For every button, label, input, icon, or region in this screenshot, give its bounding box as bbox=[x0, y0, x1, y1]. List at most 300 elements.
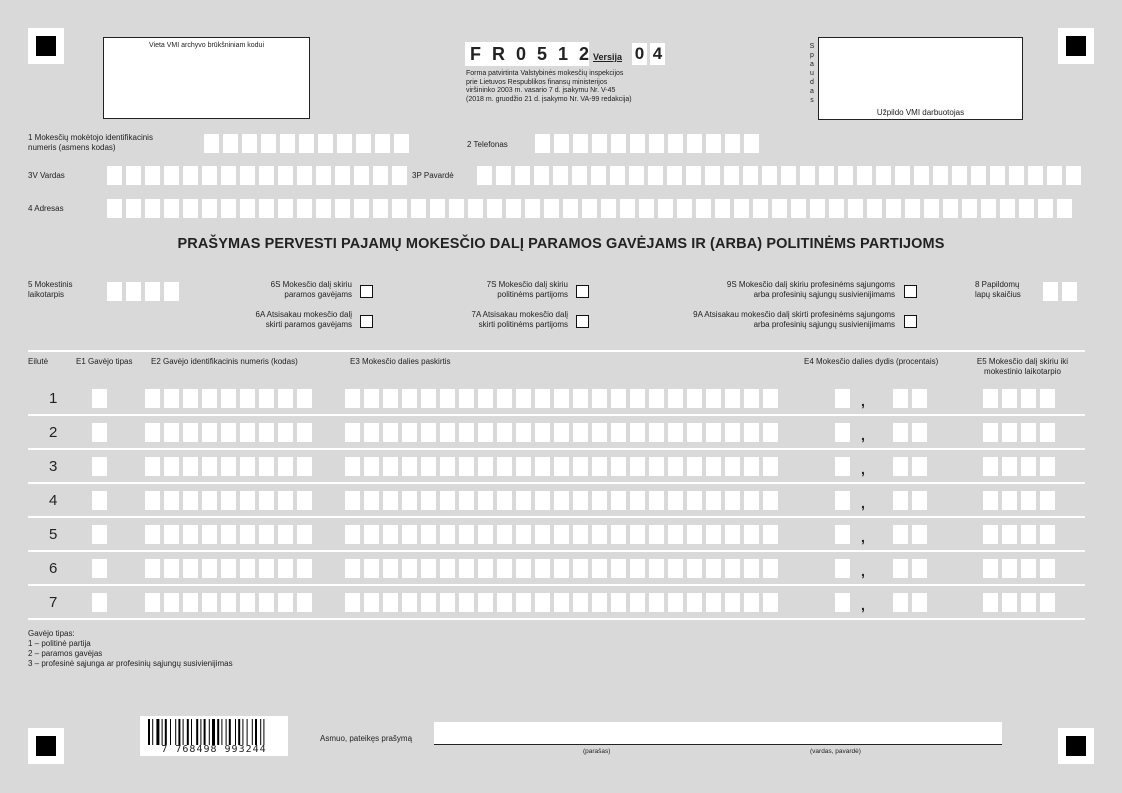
input-cell[interactable] bbox=[240, 525, 255, 544]
input-cell[interactable] bbox=[164, 491, 179, 510]
input-cell[interactable] bbox=[487, 199, 502, 218]
input-cell[interactable] bbox=[630, 491, 645, 510]
input-cell[interactable] bbox=[687, 457, 702, 476]
input-cell[interactable] bbox=[335, 199, 350, 218]
input-cell[interactable] bbox=[781, 166, 796, 185]
purpose-input[interactable] bbox=[345, 423, 778, 442]
input-cell[interactable] bbox=[630, 134, 645, 153]
input-cell[interactable] bbox=[535, 423, 550, 442]
input-cell[interactable] bbox=[278, 525, 293, 544]
last-name-input[interactable] bbox=[477, 166, 1081, 185]
input-cell[interactable] bbox=[240, 166, 255, 185]
input-cell[interactable] bbox=[573, 423, 588, 442]
input-cell[interactable] bbox=[297, 559, 312, 578]
input-cell[interactable] bbox=[383, 559, 398, 578]
input-cell[interactable] bbox=[392, 199, 407, 218]
input-cell[interactable] bbox=[649, 423, 664, 442]
input-cell[interactable] bbox=[164, 525, 179, 544]
input-cell[interactable] bbox=[421, 457, 436, 476]
input-cell[interactable] bbox=[516, 525, 531, 544]
input-cell[interactable] bbox=[573, 457, 588, 476]
recipient-type-input[interactable] bbox=[92, 593, 107, 612]
input-cell[interactable] bbox=[221, 423, 236, 442]
input-cell[interactable] bbox=[373, 199, 388, 218]
recipient-type-input[interactable] bbox=[92, 457, 107, 476]
input-cell[interactable] bbox=[373, 166, 388, 185]
input-cell[interactable] bbox=[145, 525, 160, 544]
input-cell[interactable] bbox=[611, 593, 626, 612]
input-cell[interactable] bbox=[126, 199, 141, 218]
percent-integer-input[interactable] bbox=[835, 423, 850, 442]
input-cell[interactable] bbox=[649, 491, 664, 510]
input-cell[interactable] bbox=[725, 389, 740, 408]
input-cell[interactable] bbox=[744, 134, 759, 153]
recipient-id-input[interactable] bbox=[145, 457, 312, 476]
input-cell[interactable] bbox=[1040, 457, 1055, 476]
input-cell[interactable] bbox=[364, 491, 379, 510]
input-cell[interactable] bbox=[459, 457, 474, 476]
input-cell[interactable] bbox=[297, 389, 312, 408]
input-cell[interactable] bbox=[183, 491, 198, 510]
input-cell[interactable] bbox=[772, 199, 787, 218]
input-cell[interactable] bbox=[535, 491, 550, 510]
input-cell[interactable] bbox=[763, 389, 778, 408]
input-cell[interactable] bbox=[990, 166, 1005, 185]
input-cell[interactable] bbox=[668, 593, 683, 612]
input-cell[interactable] bbox=[459, 593, 474, 612]
input-cell[interactable] bbox=[753, 199, 768, 218]
input-cell[interactable] bbox=[592, 559, 607, 578]
input-cell[interactable] bbox=[278, 593, 293, 612]
input-cell[interactable] bbox=[259, 593, 274, 612]
input-cell[interactable] bbox=[221, 491, 236, 510]
input-cell[interactable] bbox=[440, 593, 455, 612]
recipient-id-input[interactable] bbox=[145, 593, 312, 612]
input-cell[interactable] bbox=[297, 166, 312, 185]
input-cell[interactable] bbox=[763, 593, 778, 612]
input-cell[interactable] bbox=[516, 457, 531, 476]
input-cell[interactable] bbox=[800, 166, 815, 185]
input-cell[interactable] bbox=[316, 199, 331, 218]
input-cell[interactable] bbox=[554, 491, 569, 510]
input-cell[interactable] bbox=[92, 423, 107, 442]
input-cell[interactable] bbox=[648, 166, 663, 185]
option-7a-checkbox[interactable] bbox=[576, 315, 589, 328]
input-cell[interactable] bbox=[535, 457, 550, 476]
input-cell[interactable] bbox=[1040, 525, 1055, 544]
input-cell[interactable] bbox=[402, 593, 417, 612]
input-cell[interactable] bbox=[981, 199, 996, 218]
input-cell[interactable] bbox=[630, 525, 645, 544]
input-cell[interactable] bbox=[337, 134, 352, 153]
input-cell[interactable] bbox=[554, 423, 569, 442]
input-cell[interactable] bbox=[364, 457, 379, 476]
recipient-type-input[interactable] bbox=[92, 559, 107, 578]
input-cell[interactable] bbox=[952, 166, 967, 185]
input-cell[interactable] bbox=[835, 491, 850, 510]
input-cell[interactable] bbox=[459, 389, 474, 408]
input-cell[interactable] bbox=[478, 491, 493, 510]
input-cell[interactable] bbox=[525, 199, 540, 218]
input-cell[interactable] bbox=[668, 525, 683, 544]
input-cell[interactable] bbox=[886, 199, 901, 218]
input-cell[interactable] bbox=[259, 559, 274, 578]
input-cell[interactable] bbox=[893, 491, 908, 510]
input-cell[interactable] bbox=[516, 491, 531, 510]
input-cell[interactable] bbox=[563, 199, 578, 218]
input-cell[interactable] bbox=[912, 423, 927, 442]
input-cell[interactable] bbox=[402, 389, 417, 408]
input-cell[interactable] bbox=[1021, 457, 1036, 476]
option-9s-checkbox[interactable] bbox=[904, 285, 917, 298]
input-cell[interactable] bbox=[261, 134, 276, 153]
input-cell[interactable] bbox=[687, 389, 702, 408]
input-cell[interactable] bbox=[1002, 457, 1017, 476]
input-cell[interactable] bbox=[421, 593, 436, 612]
input-cell[interactable] bbox=[763, 559, 778, 578]
input-cell[interactable] bbox=[221, 199, 236, 218]
phone-input[interactable] bbox=[535, 134, 759, 153]
input-cell[interactable] bbox=[364, 559, 379, 578]
input-cell[interactable] bbox=[835, 559, 850, 578]
input-cell[interactable] bbox=[1021, 559, 1036, 578]
input-cell[interactable] bbox=[706, 389, 721, 408]
input-cell[interactable] bbox=[145, 559, 160, 578]
input-cell[interactable] bbox=[592, 389, 607, 408]
input-cell[interactable] bbox=[145, 282, 160, 301]
input-cell[interactable] bbox=[639, 199, 654, 218]
input-cell[interactable] bbox=[478, 457, 493, 476]
input-cell[interactable] bbox=[763, 525, 778, 544]
percent-decimal-input[interactable] bbox=[893, 593, 927, 612]
input-cell[interactable] bbox=[183, 457, 198, 476]
input-cell[interactable] bbox=[677, 199, 692, 218]
input-cell[interactable] bbox=[573, 491, 588, 510]
input-cell[interactable] bbox=[297, 525, 312, 544]
input-cell[interactable] bbox=[1002, 559, 1017, 578]
input-cell[interactable] bbox=[912, 559, 927, 578]
input-cell[interactable] bbox=[667, 166, 682, 185]
input-cell[interactable] bbox=[345, 559, 360, 578]
input-cell[interactable] bbox=[706, 457, 721, 476]
input-cell[interactable] bbox=[649, 134, 664, 153]
recipient-id-input[interactable] bbox=[145, 423, 312, 442]
tax-period-input[interactable] bbox=[107, 282, 179, 301]
input-cell[interactable] bbox=[221, 593, 236, 612]
until-period-input[interactable] bbox=[983, 525, 1055, 544]
input-cell[interactable] bbox=[459, 491, 474, 510]
input-cell[interactable] bbox=[554, 525, 569, 544]
input-cell[interactable] bbox=[440, 491, 455, 510]
input-cell[interactable] bbox=[345, 457, 360, 476]
input-cell[interactable] bbox=[668, 559, 683, 578]
input-cell[interactable] bbox=[744, 491, 759, 510]
input-cell[interactable] bbox=[744, 457, 759, 476]
input-cell[interactable] bbox=[278, 166, 293, 185]
input-cell[interactable] bbox=[1040, 559, 1055, 578]
input-cell[interactable] bbox=[905, 199, 920, 218]
input-cell[interactable] bbox=[383, 491, 398, 510]
input-cell[interactable] bbox=[402, 491, 417, 510]
input-cell[interactable] bbox=[724, 166, 739, 185]
input-cell[interactable] bbox=[725, 423, 740, 442]
input-cell[interactable] bbox=[516, 423, 531, 442]
input-cell[interactable] bbox=[1040, 389, 1055, 408]
input-cell[interactable] bbox=[744, 423, 759, 442]
input-cell[interactable] bbox=[893, 559, 908, 578]
input-cell[interactable] bbox=[202, 593, 217, 612]
input-cell[interactable] bbox=[202, 166, 217, 185]
input-cell[interactable] bbox=[924, 199, 939, 218]
input-cell[interactable] bbox=[912, 457, 927, 476]
input-cell[interactable] bbox=[687, 559, 702, 578]
percent-decimal-input[interactable] bbox=[893, 559, 927, 578]
input-cell[interactable] bbox=[1021, 525, 1036, 544]
input-cell[interactable] bbox=[573, 389, 588, 408]
input-cell[interactable] bbox=[354, 199, 369, 218]
input-cell[interactable] bbox=[297, 199, 312, 218]
input-cell[interactable] bbox=[516, 593, 531, 612]
input-cell[interactable] bbox=[107, 199, 122, 218]
input-cell[interactable] bbox=[164, 389, 179, 408]
input-cell[interactable] bbox=[345, 389, 360, 408]
input-cell[interactable] bbox=[535, 593, 550, 612]
input-cell[interactable] bbox=[1057, 199, 1072, 218]
input-cell[interactable] bbox=[819, 166, 834, 185]
input-cell[interactable] bbox=[383, 457, 398, 476]
input-cell[interactable] bbox=[278, 457, 293, 476]
input-cell[interactable] bbox=[478, 525, 493, 544]
input-cell[interactable] bbox=[1040, 491, 1055, 510]
until-period-input[interactable] bbox=[983, 559, 1055, 578]
input-cell[interactable] bbox=[240, 559, 255, 578]
input-cell[interactable] bbox=[668, 134, 683, 153]
input-cell[interactable] bbox=[867, 199, 882, 218]
input-cell[interactable] bbox=[893, 389, 908, 408]
first-name-input[interactable] bbox=[107, 166, 407, 185]
input-cell[interactable] bbox=[297, 593, 312, 612]
input-cell[interactable] bbox=[649, 559, 664, 578]
input-cell[interactable] bbox=[554, 457, 569, 476]
input-cell[interactable] bbox=[92, 559, 107, 578]
input-cell[interactable] bbox=[943, 199, 958, 218]
option-9a-checkbox[interactable] bbox=[904, 315, 917, 328]
input-cell[interactable] bbox=[592, 593, 607, 612]
input-cell[interactable] bbox=[516, 389, 531, 408]
input-cell[interactable] bbox=[535, 559, 550, 578]
input-cell[interactable] bbox=[649, 389, 664, 408]
input-cell[interactable] bbox=[364, 423, 379, 442]
input-cell[interactable] bbox=[534, 166, 549, 185]
input-cell[interactable] bbox=[107, 166, 122, 185]
input-cell[interactable] bbox=[835, 423, 850, 442]
input-cell[interactable] bbox=[535, 525, 550, 544]
input-cell[interactable] bbox=[421, 525, 436, 544]
purpose-input[interactable] bbox=[345, 559, 778, 578]
input-cell[interactable] bbox=[857, 166, 872, 185]
input-cell[interactable] bbox=[725, 134, 740, 153]
input-cell[interactable] bbox=[145, 593, 160, 612]
recipient-id-input[interactable] bbox=[145, 389, 312, 408]
recipient-id-input[interactable] bbox=[145, 491, 312, 510]
input-cell[interactable] bbox=[971, 166, 986, 185]
input-cell[interactable] bbox=[725, 457, 740, 476]
option-6s-checkbox[interactable] bbox=[360, 285, 373, 298]
input-cell[interactable] bbox=[630, 457, 645, 476]
input-cell[interactable] bbox=[402, 423, 417, 442]
input-cell[interactable] bbox=[912, 389, 927, 408]
input-cell[interactable] bbox=[126, 166, 141, 185]
input-cell[interactable] bbox=[914, 166, 929, 185]
input-cell[interactable] bbox=[440, 559, 455, 578]
input-cell[interactable] bbox=[354, 166, 369, 185]
input-cell[interactable] bbox=[278, 423, 293, 442]
input-cell[interactable] bbox=[876, 166, 891, 185]
input-cell[interactable] bbox=[345, 423, 360, 442]
input-cell[interactable] bbox=[204, 134, 219, 153]
input-cell[interactable] bbox=[278, 559, 293, 578]
input-cell[interactable] bbox=[496, 166, 511, 185]
input-cell[interactable] bbox=[706, 134, 721, 153]
input-cell[interactable] bbox=[687, 491, 702, 510]
input-cell[interactable] bbox=[649, 525, 664, 544]
input-cell[interactable] bbox=[183, 423, 198, 442]
input-cell[interactable] bbox=[145, 491, 160, 510]
input-cell[interactable] bbox=[299, 134, 314, 153]
option-6a-checkbox[interactable] bbox=[360, 315, 373, 328]
until-period-input[interactable] bbox=[983, 423, 1055, 442]
input-cell[interactable] bbox=[468, 199, 483, 218]
input-cell[interactable] bbox=[1040, 423, 1055, 442]
input-cell[interactable] bbox=[554, 559, 569, 578]
input-cell[interactable] bbox=[164, 282, 179, 301]
input-cell[interactable] bbox=[478, 389, 493, 408]
recipient-id-input[interactable] bbox=[145, 525, 312, 544]
input-cell[interactable] bbox=[668, 491, 683, 510]
input-cell[interactable] bbox=[591, 166, 606, 185]
percent-integer-input[interactable] bbox=[835, 559, 850, 578]
input-cell[interactable] bbox=[506, 199, 521, 218]
input-cell[interactable] bbox=[649, 593, 664, 612]
input-cell[interactable] bbox=[183, 199, 198, 218]
input-cell[interactable] bbox=[240, 593, 255, 612]
until-period-input[interactable] bbox=[983, 389, 1055, 408]
input-cell[interactable] bbox=[145, 199, 160, 218]
purpose-input[interactable] bbox=[345, 491, 778, 510]
input-cell[interactable] bbox=[573, 525, 588, 544]
input-cell[interactable] bbox=[762, 166, 777, 185]
input-cell[interactable] bbox=[1002, 491, 1017, 510]
input-cell[interactable] bbox=[240, 457, 255, 476]
input-cell[interactable] bbox=[459, 423, 474, 442]
input-cell[interactable] bbox=[1062, 282, 1077, 301]
input-cell[interactable] bbox=[1002, 593, 1017, 612]
input-cell[interactable] bbox=[516, 559, 531, 578]
input-cell[interactable] bbox=[835, 525, 850, 544]
input-cell[interactable] bbox=[183, 389, 198, 408]
input-cell[interactable] bbox=[430, 199, 445, 218]
input-cell[interactable] bbox=[497, 593, 512, 612]
input-cell[interactable] bbox=[554, 134, 569, 153]
input-cell[interactable] bbox=[477, 166, 492, 185]
input-cell[interactable] bbox=[1038, 199, 1053, 218]
input-cell[interactable] bbox=[345, 491, 360, 510]
input-cell[interactable] bbox=[221, 457, 236, 476]
input-cell[interactable] bbox=[478, 593, 493, 612]
input-cell[interactable] bbox=[92, 593, 107, 612]
input-cell[interactable] bbox=[601, 199, 616, 218]
input-cell[interactable] bbox=[835, 457, 850, 476]
input-cell[interactable] bbox=[668, 389, 683, 408]
input-cell[interactable] bbox=[202, 199, 217, 218]
input-cell[interactable] bbox=[1021, 491, 1036, 510]
input-cell[interactable] bbox=[611, 559, 626, 578]
input-cell[interactable] bbox=[630, 559, 645, 578]
input-cell[interactable] bbox=[375, 134, 390, 153]
input-cell[interactable] bbox=[706, 525, 721, 544]
input-cell[interactable] bbox=[1047, 166, 1062, 185]
input-cell[interactable] bbox=[364, 389, 379, 408]
until-period-input[interactable] bbox=[983, 491, 1055, 510]
input-cell[interactable] bbox=[620, 199, 635, 218]
until-period-input[interactable] bbox=[983, 593, 1055, 612]
input-cell[interactable] bbox=[744, 559, 759, 578]
input-cell[interactable] bbox=[364, 593, 379, 612]
input-cell[interactable] bbox=[345, 593, 360, 612]
input-cell[interactable] bbox=[383, 389, 398, 408]
input-cell[interactable] bbox=[459, 559, 474, 578]
input-cell[interactable] bbox=[893, 423, 908, 442]
input-cell[interactable] bbox=[202, 491, 217, 510]
input-cell[interactable] bbox=[1066, 166, 1081, 185]
input-cell[interactable] bbox=[725, 593, 740, 612]
input-cell[interactable] bbox=[515, 166, 530, 185]
input-cell[interactable] bbox=[383, 525, 398, 544]
input-cell[interactable] bbox=[1028, 166, 1043, 185]
input-cell[interactable] bbox=[835, 389, 850, 408]
input-cell[interactable] bbox=[202, 389, 217, 408]
input-cell[interactable] bbox=[440, 525, 455, 544]
input-cell[interactable] bbox=[572, 166, 587, 185]
input-cell[interactable] bbox=[1043, 282, 1058, 301]
input-cell[interactable] bbox=[983, 525, 998, 544]
input-cell[interactable] bbox=[848, 199, 863, 218]
input-cell[interactable] bbox=[611, 134, 626, 153]
input-cell[interactable] bbox=[838, 166, 853, 185]
input-cell[interactable] bbox=[478, 423, 493, 442]
input-cell[interactable] bbox=[611, 491, 626, 510]
input-cell[interactable] bbox=[544, 199, 559, 218]
input-cell[interactable] bbox=[668, 423, 683, 442]
purpose-input[interactable] bbox=[345, 389, 778, 408]
input-cell[interactable] bbox=[592, 525, 607, 544]
input-cell[interactable] bbox=[221, 389, 236, 408]
input-cell[interactable] bbox=[687, 134, 702, 153]
input-cell[interactable] bbox=[744, 389, 759, 408]
input-cell[interactable] bbox=[611, 423, 626, 442]
input-cell[interactable] bbox=[592, 457, 607, 476]
input-cell[interactable] bbox=[912, 593, 927, 612]
input-cell[interactable] bbox=[725, 491, 740, 510]
input-cell[interactable] bbox=[164, 593, 179, 612]
input-cell[interactable] bbox=[92, 525, 107, 544]
input-cell[interactable] bbox=[629, 166, 644, 185]
input-cell[interactable] bbox=[107, 282, 122, 301]
input-cell[interactable] bbox=[893, 525, 908, 544]
input-cell[interactable] bbox=[383, 423, 398, 442]
input-cell[interactable] bbox=[183, 166, 198, 185]
input-cell[interactable] bbox=[535, 134, 550, 153]
